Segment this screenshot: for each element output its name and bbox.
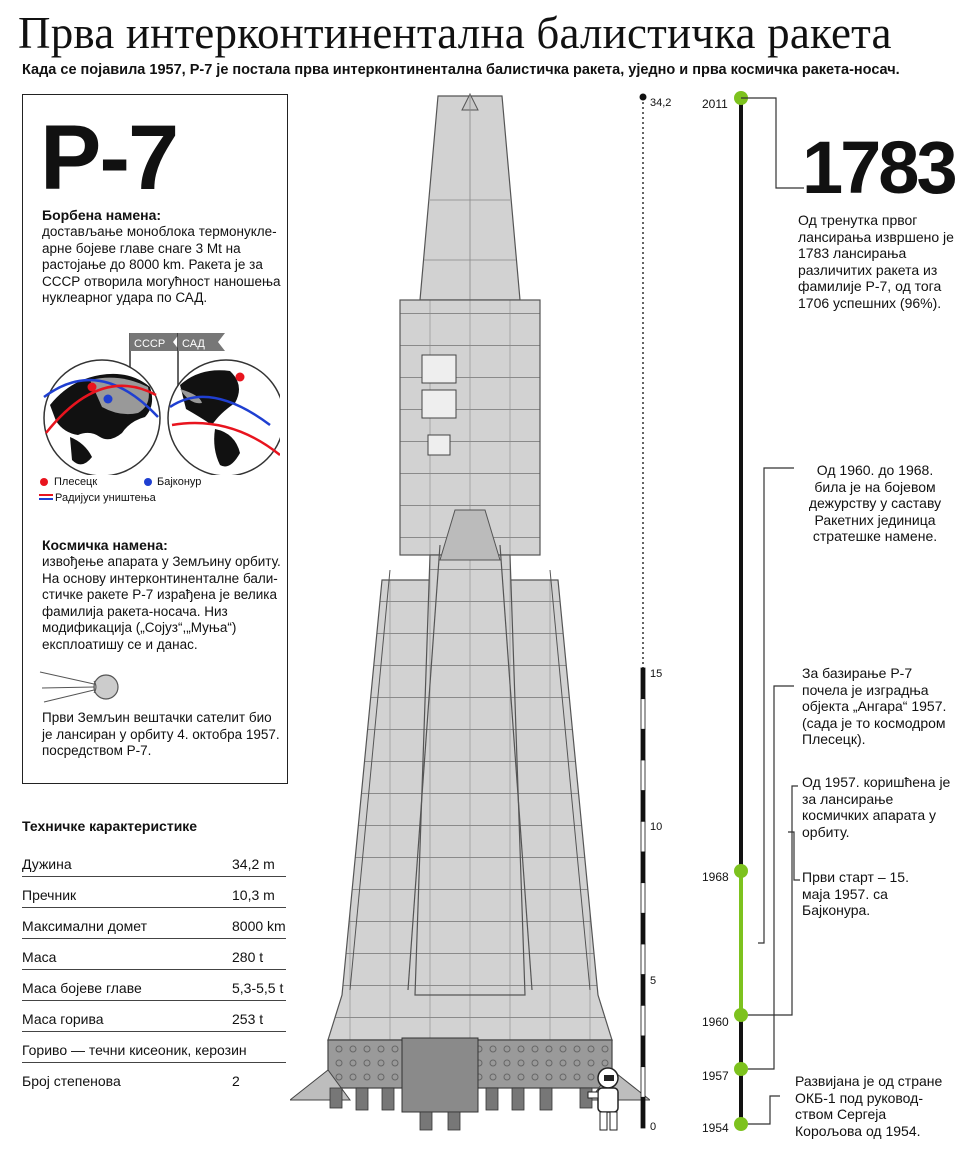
spec-row xyxy=(22,1062,286,1093)
legend-red-dot-icon xyxy=(38,476,52,488)
spec-row xyxy=(22,907,286,939)
spec-row xyxy=(22,938,286,970)
year-label: 1968 xyxy=(702,870,729,884)
spec-value: 253 t xyxy=(232,1011,264,1027)
launch-text: Од тренутка првог лансирања извршено је 1783 лансирања различитих ракета из фамилије Р-7, од тога 1706 успешних (96%). xyxy=(798,212,954,311)
year-label: 1957 xyxy=(702,1069,729,1083)
spec-label: Маса горива xyxy=(22,1011,104,1027)
scale-segment xyxy=(641,668,645,699)
scale-top-label: 34,2 xyxy=(650,97,672,109)
scale-segment xyxy=(641,913,645,944)
globe-america-icon xyxy=(168,360,280,475)
rocket-name: Р-7 xyxy=(40,107,178,209)
spec-value: 34,2 m xyxy=(232,856,275,872)
legend-radius: Радијуси уништења xyxy=(55,492,156,504)
scale-segment xyxy=(641,852,645,883)
spec-label: Број степенова xyxy=(22,1073,121,1089)
sputnik-icon xyxy=(38,668,128,706)
legend-plesetsk: Плесецк xyxy=(54,476,98,488)
scale-segment xyxy=(641,883,645,914)
scale-segment xyxy=(641,699,645,730)
scale-segment xyxy=(641,1097,645,1128)
combat-heading: Борбена намена: xyxy=(42,207,162,223)
spec-label: Дужина xyxy=(22,856,72,872)
event-text: Први старт – 15. маја 1957. са Бајконура. xyxy=(802,869,909,918)
spec-row xyxy=(22,1031,286,1063)
launch-count: 1783 xyxy=(802,126,955,209)
specs-title: Техничке карактеристике xyxy=(22,818,198,834)
rocket-illustration xyxy=(290,90,650,1140)
core-stage xyxy=(415,555,525,995)
year-label: 1960 xyxy=(702,1015,729,1029)
legend-baikonur: Бајконур xyxy=(157,476,202,488)
scale-segment xyxy=(641,729,645,760)
scale-segment xyxy=(641,1067,645,1098)
year-marker xyxy=(734,1062,748,1076)
spec-label: Гориво — течни кисеоник, керозин xyxy=(22,1042,247,1058)
scale-tick-label: 5 xyxy=(650,975,657,987)
spec-label: Маса бојеве главе xyxy=(22,980,142,996)
year-marker xyxy=(734,1008,748,1022)
spec-label: Пречник xyxy=(22,887,77,903)
scale-tick-label: 15 xyxy=(650,668,663,680)
legend-blue-dot-icon xyxy=(142,476,156,488)
globe-eurasia-icon xyxy=(44,360,160,475)
space-text: извођење апарата у Земљину орбиту. На основу интерконтиненталне бали-стичке ракете Р-7 израђена је велика фамилија ракета-носача. Низ модификација („Сојуз“,„Муња“) експлоатишу се и данас. xyxy=(42,554,281,652)
page-subtitle: Када се појавила 1957, Р-7 је постала прва интерконтинентална балистичка ракета, уједно и прва космичка ракета-носач. xyxy=(22,62,900,78)
spec-value: 280 t xyxy=(232,949,264,965)
spec-label: Маса xyxy=(22,949,57,965)
scale-segment xyxy=(641,1036,645,1067)
event-text: Од 1960. до 1968. била је на бојевом дежурству у саставу Ракетних јединица стратешке намене. xyxy=(808,462,942,544)
spec-value: 5,3-5,5 t xyxy=(232,980,284,996)
spec-value: 2 xyxy=(232,1073,240,1089)
flag-ussr-label: СССР xyxy=(134,338,166,350)
central-engines xyxy=(402,1038,478,1112)
spec-row xyxy=(22,876,286,908)
year-label: 2011 xyxy=(702,97,728,111)
year-marker xyxy=(734,864,748,878)
scale-segment xyxy=(641,821,645,852)
year-marker xyxy=(734,1117,748,1131)
scale-segment xyxy=(641,975,645,1006)
spec-label: Максимални домет xyxy=(22,918,148,934)
page-title: Прва интерконтинентална балистичка ракета xyxy=(18,8,892,58)
scale-segment xyxy=(641,760,645,791)
event-text: Развијана је од стране ОКБ-1 под руковод-ством Сергеја Корољова од 1954. xyxy=(795,1073,943,1139)
event-text: Од 1957. коришћена је за лансирање космичких апарата у орбиту. xyxy=(802,774,951,840)
combat-text: достављање моноблока термонукле-арне бојеве главе снаге 3 Mt на растојање до 8000 km. Ракета је за СССР отворила могућност наношења нуклеарног удара по САД. xyxy=(42,224,281,305)
scale-tick-label: 0 xyxy=(650,1121,657,1133)
legend-radius-icon xyxy=(38,492,54,502)
flag-usa-label: САД xyxy=(182,338,205,350)
spec-row xyxy=(22,845,286,877)
scale-segment xyxy=(641,791,645,822)
space-heading: Космичка намена: xyxy=(42,537,168,553)
spec-value: 8000 km xyxy=(232,918,286,934)
event-text: За базирање Р-7 почела је изградња објекта „Ангара“ 1957. (сада је то космодром Плесецк). xyxy=(802,665,947,747)
scale-tick-label: 10 xyxy=(650,821,663,833)
satellite-text: Први Земљин вештачки сателит био је лансиран у орбиту 4. октобра 1957. посредством Р-7. xyxy=(42,710,280,758)
year-label: 1954 xyxy=(702,1121,729,1135)
astronaut-icon xyxy=(586,1066,626,1134)
spec-row xyxy=(22,969,286,1001)
spec-value: 10,3 m xyxy=(232,887,275,903)
spec-row xyxy=(22,1000,286,1032)
globes-illustration xyxy=(30,325,280,475)
scale-segment xyxy=(641,1005,645,1036)
scale-segment xyxy=(641,944,645,975)
